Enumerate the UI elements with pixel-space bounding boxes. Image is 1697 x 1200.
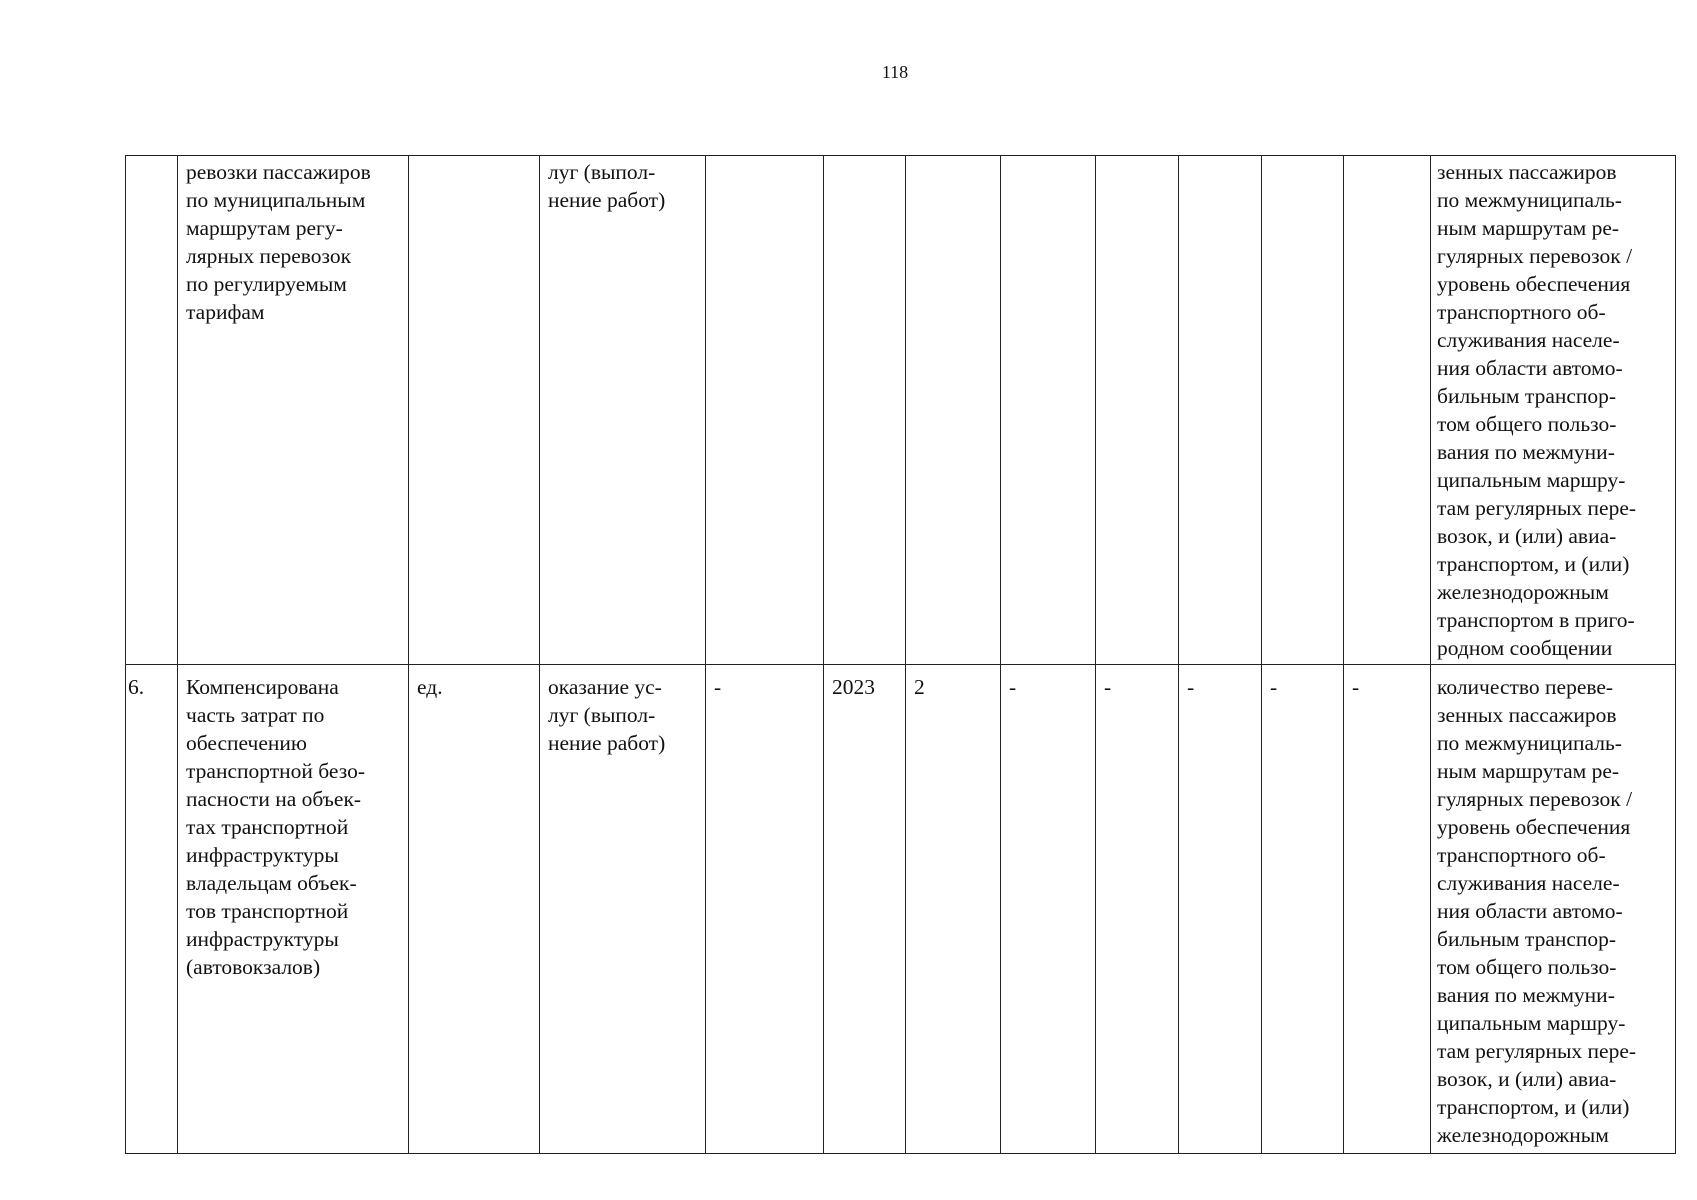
value-cell: -: [706, 665, 824, 1154]
value-cell: [706, 156, 824, 665]
unit-cell: ед.: [409, 665, 540, 1154]
type-cell: луг (выпол- нение работ): [540, 156, 706, 665]
indicator-cell: зенных пассажиров по межмуниципаль- ным маршрутам ре- гулярных перевозок / уровень обеспечения транспортного об- служивания населе- ния области автомо- бильным транспор- том общего пользо- вания по межмуни- ципальным маршру- там регулярных пере- возок, и (или) авиа- транспортом, и (или) железнодорожным транспортом в приго- родном сообщении: [1431, 156, 1676, 665]
value-cell: -: [1179, 665, 1262, 1154]
page-number: 118: [881, 62, 909, 82]
year-cell: 2023: [824, 665, 906, 1154]
value-cell: [1001, 156, 1096, 665]
value-cell: -: [1096, 665, 1179, 1154]
indicator-cell: количество переве- зенных пассажиров по межмуниципаль- ным маршрутам ре- гулярных перевозок / уровень обеспечения транспортного об- служивания населе- ния области автомо- бильным транспор- том общего пользо- вания по межмуни- ципальным маршру- там регулярных пере- возок, и (или) авиа- транспортом, и (или) железнодорожным: [1431, 665, 1676, 1154]
type-cell: оказание ус- луг (выпол- нение работ): [540, 665, 706, 1154]
document-table: [125, 155, 1676, 1154]
table-row: [126, 665, 1676, 1154]
result-name: Компенсирована часть затрат по обеспечению транспортной безо- пасности на объек- тах транспортной инфраструктуры владельцам объек- тов транспортной инфраструктуры (автовокзалов): [178, 665, 409, 1154]
value-cell: -: [1262, 665, 1344, 1154]
unit-cell: [409, 156, 540, 665]
value-cell: [1096, 156, 1179, 665]
year-cell: [824, 156, 906, 665]
value-cell: [1262, 156, 1344, 665]
row-number: [126, 156, 178, 665]
row-number: 6.: [126, 665, 178, 1154]
value-cell: 2: [906, 665, 1001, 1154]
value-cell: -: [1344, 665, 1431, 1154]
result-name: ревозки пассажиров по муниципальным маршрутам регу- лярных перевозок по регулируемым тарифам: [178, 156, 409, 665]
value-cell: [906, 156, 1001, 665]
value-cell: -: [1001, 665, 1096, 1154]
value-cell: [1344, 156, 1431, 665]
table-row: [126, 156, 1676, 665]
value-cell: [1179, 156, 1262, 665]
